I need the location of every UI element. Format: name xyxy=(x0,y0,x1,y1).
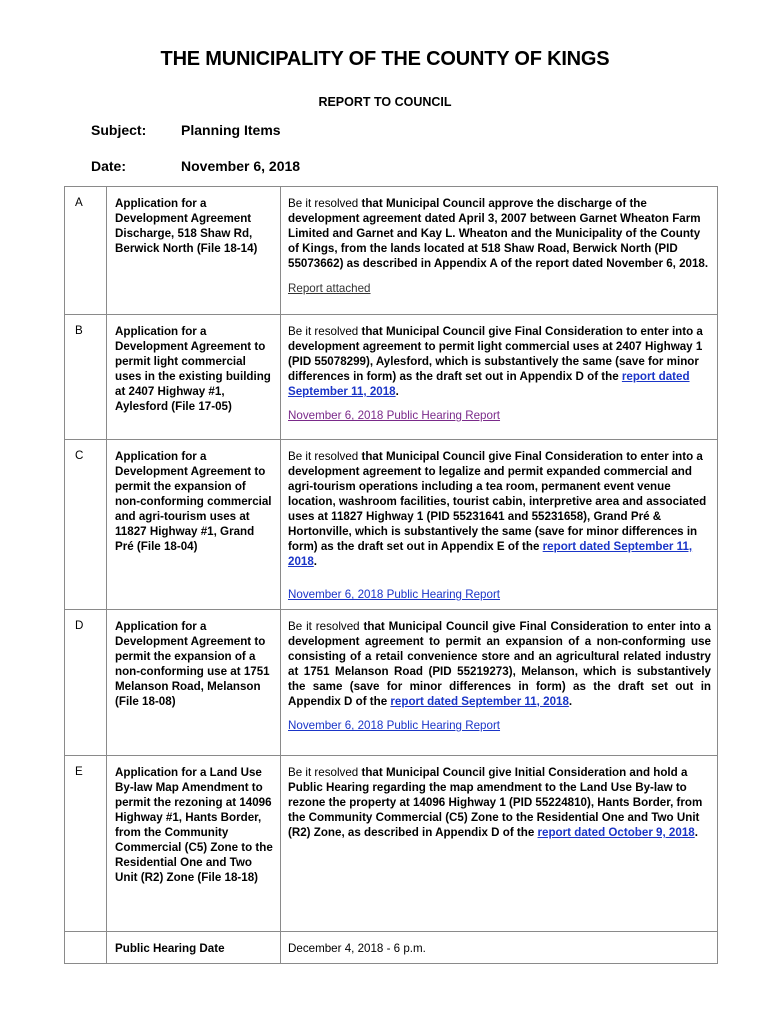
item-resolution xyxy=(288,765,711,840)
report-attached-link[interactable]: Report attached xyxy=(288,282,371,295)
item-description: Application for a Development Agreement to permit light commercial uses in the existing building at 2407 Highway #1, Aylesford (File 17-05) xyxy=(107,315,281,440)
resolution-text: that Municipal Council give Final Consideration to enter into a development agreement to permit an expansion of a non-conforming use consisting of a retail convenience store and an agricultural related industry at 1751 Melanson Road (PID 55219273), Melanson, which is substantively the same (save for minor differences in form) as the draft set out in Appendix D of the xyxy=(288,620,711,708)
item-letter: D xyxy=(65,610,107,756)
report-dated-link[interactable]: report dated September 11, 2018 xyxy=(288,370,690,398)
public-hearing-report-link[interactable]: November 6, 2018 Public Hearing Report xyxy=(288,409,501,422)
item-resolution xyxy=(288,196,711,271)
resolution-lead: Be it resolved xyxy=(288,766,362,779)
item-row-c xyxy=(65,440,718,610)
item-resolution-cell xyxy=(281,756,718,932)
report-dated-link[interactable]: report dated September 11, 2018 xyxy=(390,695,569,708)
document-subtitle: REPORT TO COUNCIL xyxy=(318,95,452,109)
item-resolution-cell xyxy=(281,315,718,440)
item-resolution xyxy=(288,619,711,709)
subject-label: Subject: xyxy=(91,122,147,138)
resolution-text: that Municipal Council give Initial Consideration and hold a Public Hearing regarding the map amendment to the Land Use By-law to rezone the property at 14096 Highway 1 (PID 55224810), Hants Border, from the Community Commercial (C5) Zone to the Residential One and Two Unit (R2) Zone, as described in Appendix D of the xyxy=(288,766,703,839)
resolution-tail: . xyxy=(313,555,318,568)
resolution-tail: . xyxy=(395,385,399,398)
date-value: November 6, 2018 xyxy=(181,158,301,174)
public-hearing-date: December 4, 2018 - 6 p.m. xyxy=(281,932,718,964)
date-label: Date: xyxy=(91,158,127,174)
item-letter: C xyxy=(65,440,107,610)
item-row-d xyxy=(65,610,718,756)
item-row-a xyxy=(65,187,718,315)
resolution-lead: Be it resolved xyxy=(288,197,362,210)
resolution-tail: . xyxy=(694,826,698,839)
resolution-text: that Municipal Council approve the discharge of the development agreement dated April 3, 2007 between Garnet Wheaton Farm Limited and Garnet and Kay L. Wheaton and the Municipality of the County of Kings, from the lands located at 518 Shaw Road, Berwick North (PID 55073662) as described in Appendix A of the report dated November 6, 2018. xyxy=(288,197,709,270)
public-hearing-row xyxy=(65,932,718,964)
item-row-b xyxy=(65,315,718,440)
item-description: Application for a Development Agreement to permit the expansion of a non-conforming use at 1751 Melanson Road, Melanson (File 18-08) xyxy=(107,610,281,756)
document-title: THE MUNICIPALITY OF THE COUNTY OF KINGS xyxy=(160,48,610,70)
item-description: Application for a Land Use By-law Map Amendment to permit the rezoning at 14096 Highway #1, Hants Border, from the Community Commercial (C5) Zone to the Residential One and Two Unit (R2) Zone (File 18-18) xyxy=(107,756,281,932)
planning-items-table xyxy=(64,186,718,964)
item-resolution xyxy=(288,324,711,399)
public-hearing-label: Public Hearing Date xyxy=(107,932,281,964)
item-resolution-cell xyxy=(281,187,718,315)
report-dated-link[interactable]: report dated September 11, 2018 xyxy=(288,540,693,568)
item-resolution xyxy=(288,449,711,569)
resolution-text: that Municipal Council give Final Consideration to enter into a development agreement to permit light commercial uses at 2407 Highway 1 (PID 55078299), Aylesford, which is substantively the same (save for minor differences in form) as the draft set out in Appendix D of the xyxy=(288,325,703,383)
resolution-tail: . xyxy=(568,695,573,708)
resolution-lead: Be it resolved xyxy=(288,450,362,463)
resolution-lead: Be it resolved xyxy=(288,325,362,338)
item-letter: B xyxy=(65,315,107,440)
resolution-text: that Municipal Council give Final Consideration to enter into a development agreement to legalize and permit expanded commercial and agri-tourism operations including a tea room, permanent event venue location, washroom facilities, tourist cabin, interpretive area and associated uses at 11827 Highway 1 (PID 55231641 and 55231658), Grand Pré & Hortonville, which is substantively the same (save for minor differences in form) as the draft set out in Appendix E of the xyxy=(288,450,707,553)
item-row-e xyxy=(65,756,718,932)
resolution-lead: Be it resolved xyxy=(288,620,364,633)
report-dated-link[interactable]: report dated October 9, 2018 xyxy=(537,826,695,839)
item-description: Application for a Development Agreement Discharge, 518 Shaw Rd, Berwick North (File 18-14) xyxy=(107,187,281,315)
item-resolution-cell xyxy=(281,610,718,756)
public-hearing-report-link[interactable]: November 6, 2018 Public Hearing Report xyxy=(288,719,501,732)
public-hearing-report-link[interactable]: November 6, 2018 Public Hearing Report xyxy=(288,588,501,601)
item-letter: E xyxy=(65,756,107,932)
blank-letter-cell xyxy=(65,932,107,964)
subject-value: Planning Items xyxy=(181,122,281,138)
item-letter: A xyxy=(65,187,107,315)
item-resolution-cell xyxy=(281,440,718,610)
item-description: Application for a Development Agreement to permit the expansion of non-conforming commercial and agri-tourism uses at 11827 Highway #1, Grand Pré (File 18-04) xyxy=(107,440,281,610)
